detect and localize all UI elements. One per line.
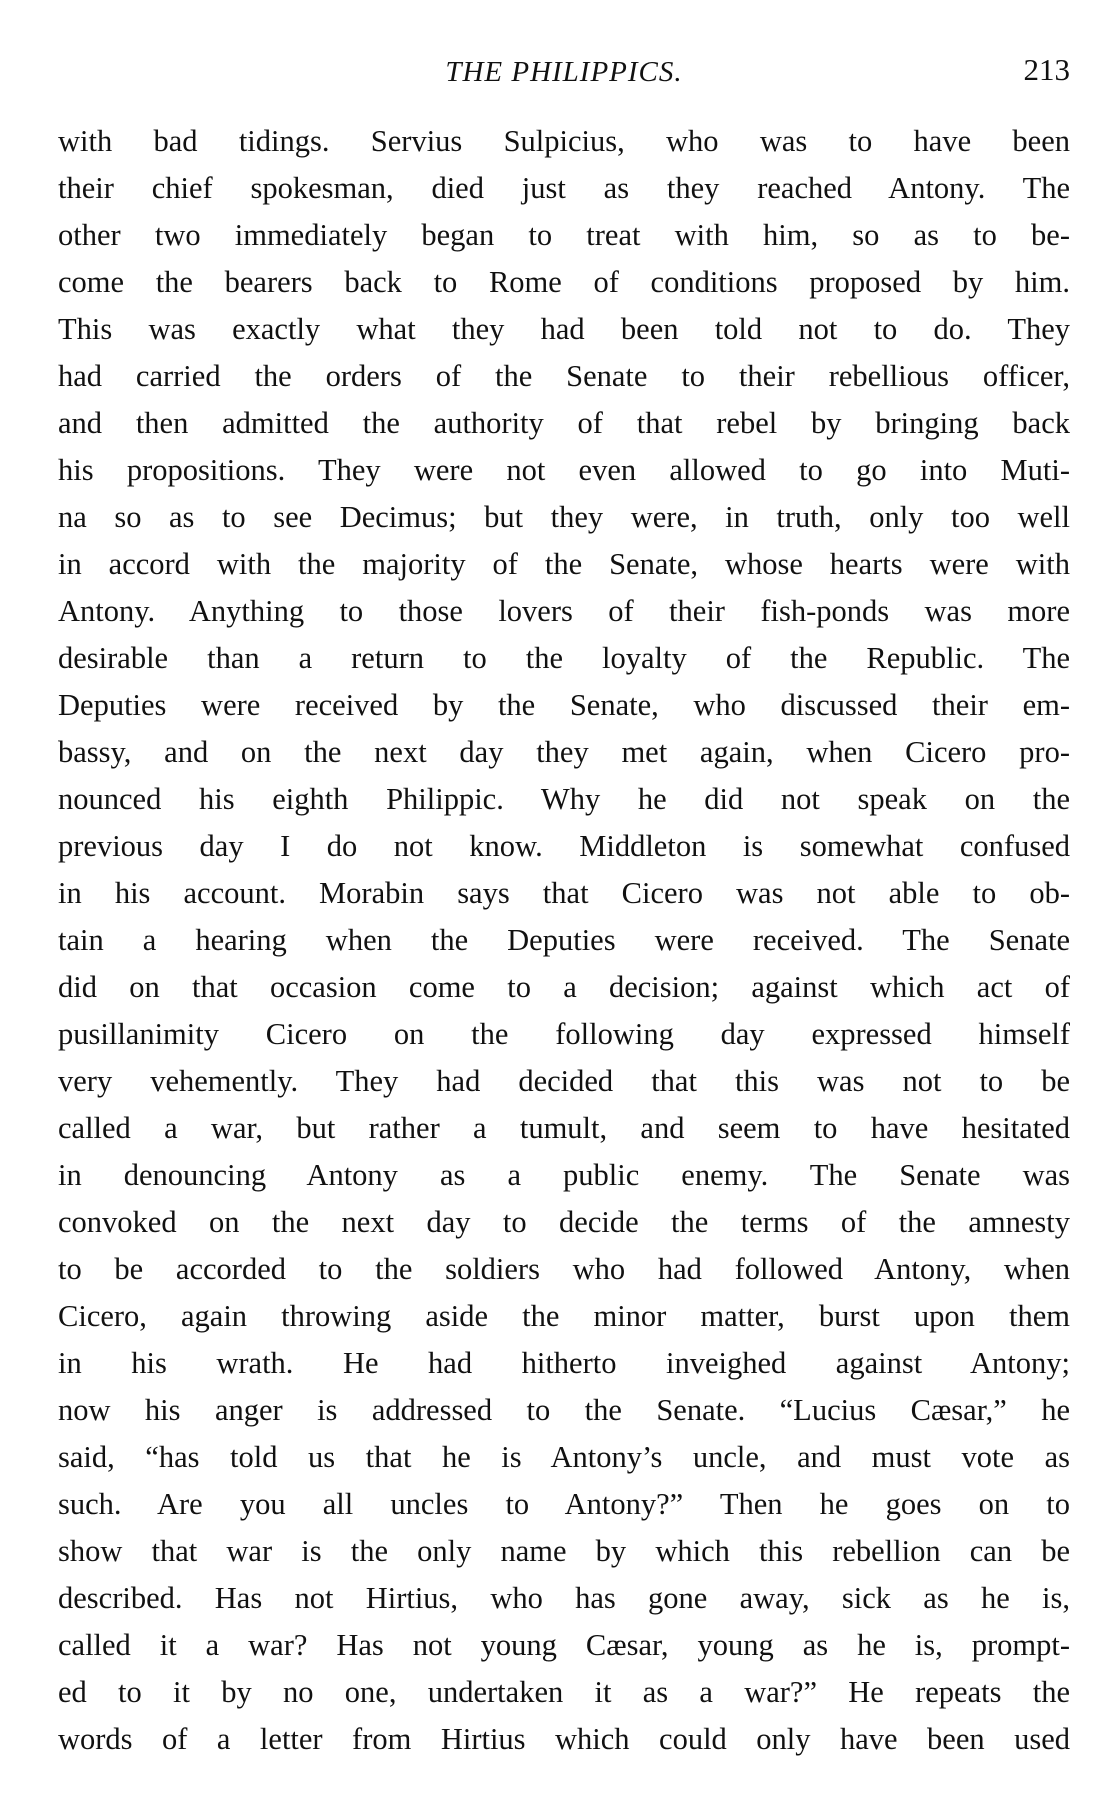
text-line: very vehemently. They had decided that this was not to be <box>58 1064 1070 1098</box>
text-line: in his wrath. He had hitherto inveighed against Antony; <box>58 1346 1070 1380</box>
text-line: their chief spokesman, died just as they reached Antony. The <box>58 171 1070 205</box>
text-line: pusillanimity Cicero on the following day expressed himself <box>58 1017 1070 1051</box>
text-line: other two immediately began to treat with him, so as to be- <box>58 218 1070 252</box>
text-line: to be accorded to the soldiers who had followed Antony, when <box>58 1252 1070 1286</box>
text-line: ed to it by no one, undertaken it as a war?” He repeats the <box>58 1675 1070 1709</box>
text-line: with bad tidings. Servius Sulpicius, who was to have been <box>58 124 1070 158</box>
text-line: had carried the orders of the Senate to their rebellious officer, <box>58 359 1070 393</box>
text-line: now his anger is addressed to the Senate. “Lucius Cæsar,” he <box>58 1393 1070 1427</box>
text-line: in accord with the majority of the Senate, whose hearts were with <box>58 547 1070 581</box>
text-line: come the bearers back to Rome of conditions proposed by him. <box>58 265 1070 299</box>
text-line: called it a war? Has not young Cæsar, young as he is, prompt- <box>58 1628 1070 1662</box>
text-line: na so as to see Decimus; but they were, in truth, only too well <box>58 500 1070 534</box>
text-line: show that war is the only name by which this rebellion can be <box>58 1534 1070 1568</box>
text-line: Deputies were received by the Senate, who discussed their em- <box>58 688 1070 722</box>
text-line: and then admitted the authority of that rebel by bringing back <box>58 406 1070 440</box>
text-line: This was exactly what they had been told not to do. They <box>58 312 1070 346</box>
text-line: in denouncing Antony as a public enemy. The Senate was <box>58 1158 1070 1192</box>
text-line: tain a hearing when the Deputies were received. The Senate <box>58 923 1070 957</box>
running-title: THE PHILIPPICS. <box>445 56 683 88</box>
running-head <box>58 52 1070 100</box>
text-line: called a war, but rather a tumult, and seem to have hesitated <box>58 1111 1070 1145</box>
text-line: in his account. Morabin says that Cicero was not able to ob- <box>58 876 1070 910</box>
text-line: nounced his eighth Philippic. Why he did not speak on the <box>58 782 1070 816</box>
text-line: Cicero, again throwing aside the minor matter, burst upon them <box>58 1299 1070 1333</box>
body-text <box>58 118 1070 1763</box>
text-line: did on that occasion come to a decision; against which act of <box>58 970 1070 1004</box>
page-number: 213 <box>1023 52 1070 87</box>
text-line: previous day I do not know. Middleton is somewhat confused <box>58 829 1070 863</box>
text-line: Antony. Anything to those lovers of their fish-ponds was more <box>58 594 1070 628</box>
text-line: said, “has told us that he is Antony’s uncle, and must vote as <box>58 1440 1070 1474</box>
text-line: convoked on the next day to decide the terms of the amnesty <box>58 1205 1070 1239</box>
text-line: words of a letter from Hirtius which could only have been used <box>58 1722 1070 1756</box>
text-line: bassy, and on the next day they met again, when Cicero pro- <box>58 735 1070 769</box>
text-line: such. Are you all uncles to Antony?” Then he goes on to <box>58 1487 1070 1521</box>
text-line: described. Has not Hirtius, who has gone away, sick as he is, <box>58 1581 1070 1615</box>
text-line: his propositions. They were not even allowed to go into Muti- <box>58 453 1070 487</box>
text-line: desirable than a return to the loyalty of the Republic. The <box>58 641 1070 675</box>
